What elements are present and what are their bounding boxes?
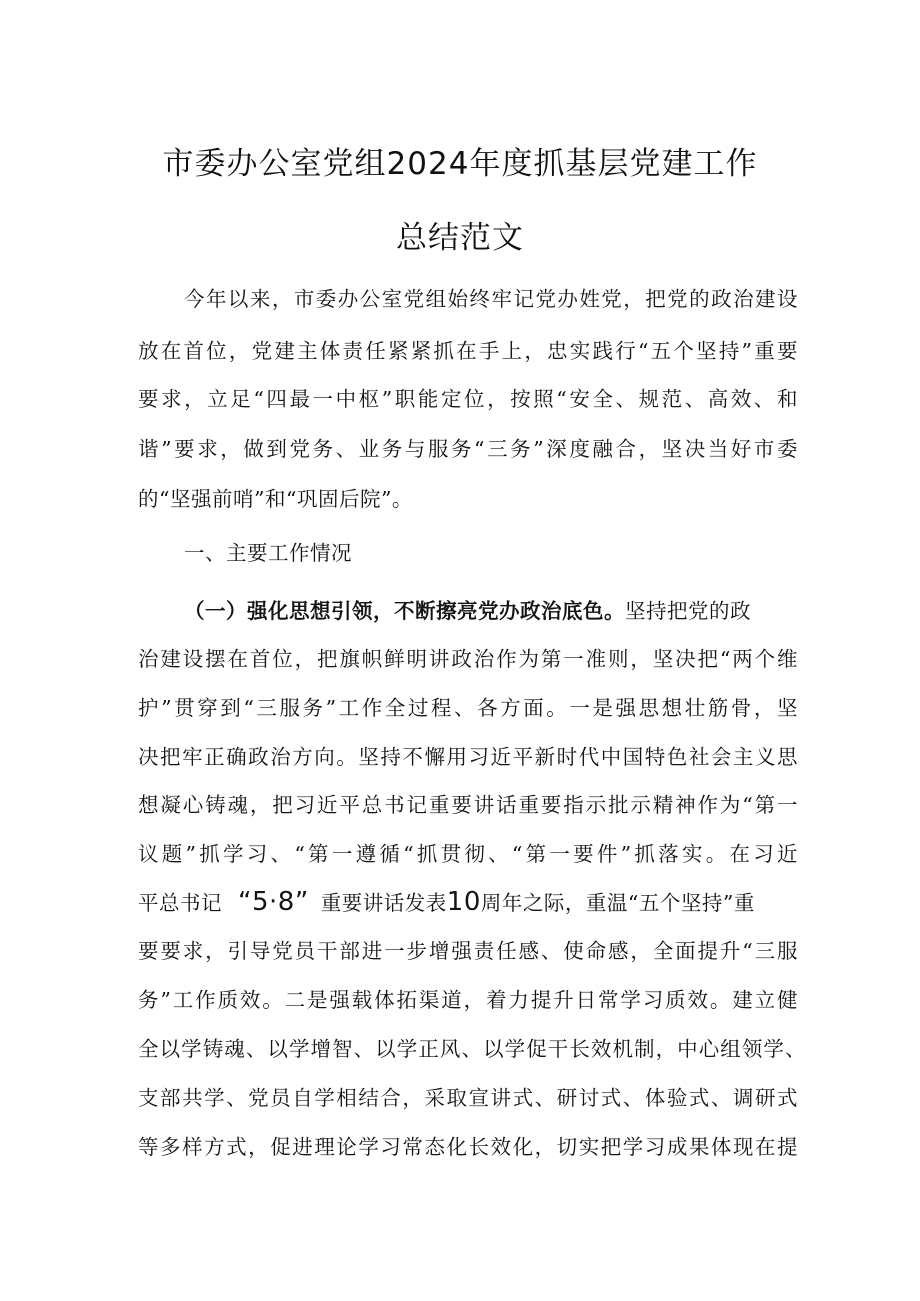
subsection-first-line (184, 596, 798, 626)
body-line-special (138, 887, 798, 917)
special-middle: 重要讲话发表 (320, 891, 447, 915)
document-title-line-1: 市委办公室党组2024年度抓基层党建工作 (162, 146, 758, 182)
special-number: 10 (446, 887, 481, 917)
intro-line: 的“坚强前哨”和“巩固后院”。 (138, 487, 413, 511)
body-line: 护”贯穿到“三服务”工作全过程、各方面。一是强思想壮筋骨，坚 (138, 696, 798, 720)
body-line: 议题”抓学习、“第一遵循“抓贯彻、“第一要件”抓落实。在习近 (138, 842, 798, 866)
body-line: 想凝心铸魂，把习近平总书记重要讲话重要指示批示精神作为“第一 (138, 793, 798, 817)
body-line: 全以学铸魂、以学增智、以学正风、以学促干长效机制，中心组领学、 (138, 1037, 806, 1061)
intro-line: 放在首位，党建主体责任紧紧抓在手上，忠实践行“五个坚持”重要 (138, 339, 798, 363)
subsection-heading: （一）强化思想引领，不断擦亮党办政治底色。 (184, 599, 625, 623)
subsection-heading-rest: 坚持把党的政 (625, 599, 751, 623)
special-before: 平总书记 (138, 891, 222, 915)
intro-line: 要求，立足“四最一中枢”职能定位，按照“安全、规范、高效、和 (138, 387, 798, 411)
intro-line: 谐”要求，做到党务、业务与服务“三务”深度融合，坚决当好市委 (138, 437, 798, 461)
body-line: 等多样方式，促进理论学习常态化长效化，切实把学习成果体现在提 (138, 1135, 798, 1159)
special-after: 周年之际，重温“五个坚持”重 (480, 891, 755, 915)
body-line: 治建设摆在首位，把旗帜鲜明讲政治作为第一准则，坚决把“两个维 (138, 647, 798, 671)
document-title-line-2: 总结范文 (396, 220, 524, 256)
body-line: 要要求，引导党员干部进一步增强责任感、使命感，全面提升“三服 (138, 939, 798, 963)
body-line: 务”工作质效。二是强载体拓渠道，着力提升日常学习质效。建立健 (138, 988, 798, 1012)
special-quote: “5·8” (238, 887, 309, 917)
body-line: 支部共学、党员自学相结合，采取宣讲式、研讨式、体验式、调研式 (138, 1086, 798, 1110)
intro-line: 今年以来，市委办公室党组始终牢记党办姓党，把党的政治建设 (184, 287, 798, 311)
section-heading: 一、主要工作情况 (184, 541, 352, 565)
body-line: 决把牢正确政治方向。坚持不懈用习近平新时代中国特色社会主义思 (138, 745, 798, 769)
